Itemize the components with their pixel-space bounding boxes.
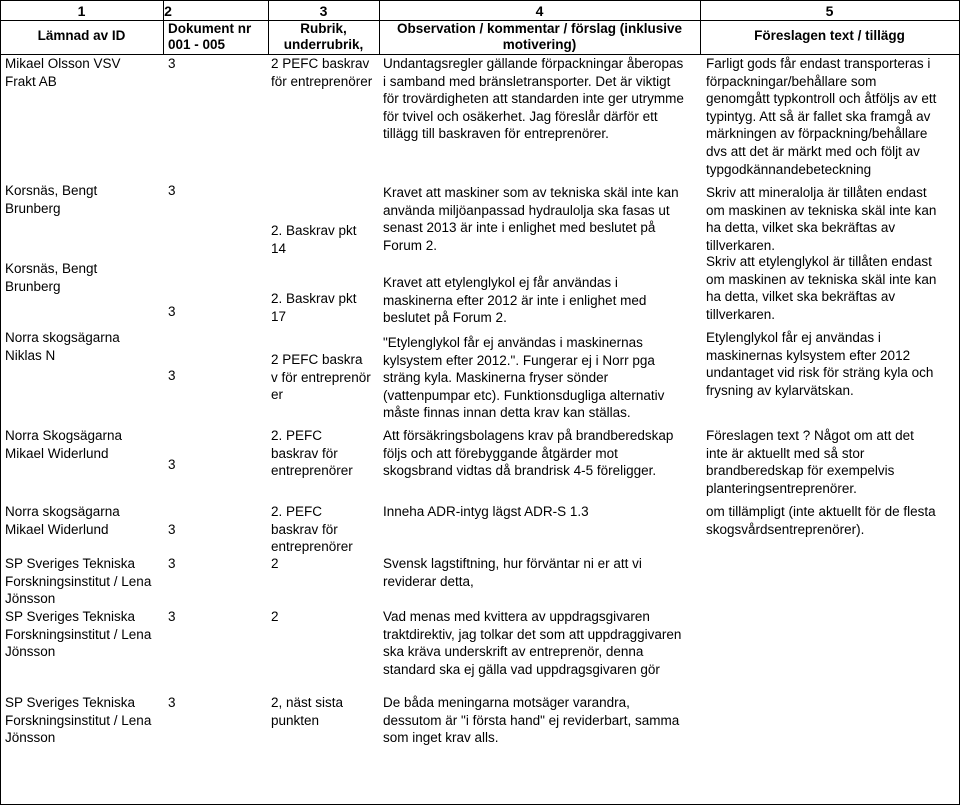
header-foreslagen-text: Föreslagen text / tillägg (754, 28, 905, 43)
cell-lamnad-av: SP Sveriges Tekniska Forskningsinstitut / Lena Jönsson (5, 695, 152, 746)
cell-rubrik: 2 PEFC baskrav för entreprenörer (271, 56, 373, 89)
cell-lamnad-av: Norra skogsägarna Mikael Widerlund (5, 504, 120, 537)
cell-lamnad-av: Mikael Olsson VSV Frakt AB (5, 56, 121, 89)
cell-observation: De båda meningarna motsäger varandra, dessutom är "i första hand" ej reviderbart, samma som inget krav alls. (383, 695, 680, 746)
cell-rubrik: 2, näst sista punkten (271, 695, 344, 728)
cell-foreslagen-text: Farligt gods får endast transporteras i förpackningar/behållare som genomgått typkontroll och åtföljs av ett typintyg. Att så är fallet ska framgå av märkningen av förpackning/behållare dvs att det är märkt med och följt av typgodkännandebeteckning (706, 56, 937, 177)
cell-dokument-nr: 3 (168, 457, 176, 472)
cell-foreslagen-text: Föreslagen text ? Något om att det inte är aktuellt med så stor brandberedskap för exempelvis planteringsentreprenörer. (706, 428, 914, 496)
cell-observation: Kravet att maskiner som av tekniska skäl inte kan använda miljöanpassad hydraulolja ska fasas ut senast 2013 är inte i enlighet med beslutet på Forum 2. (383, 185, 679, 253)
cell-observation: Svensk lagstiftning, hur förväntar ni er att vi reviderar detta, (383, 556, 642, 589)
cell-dokument-nr: 3 (168, 183, 176, 198)
header-rubrik: Rubrik, underrubrik, (283, 21, 364, 52)
table-border-left (0, 0, 1, 805)
cell-lamnad-av: Korsnäs, Bengt Brunberg (5, 183, 98, 216)
cell-rubrik: 2. Baskrav pkt 14 (271, 223, 357, 256)
cell-dokument-nr: 3 (168, 695, 176, 710)
header-lamnad-av: Lämnad av ID (37, 28, 126, 43)
cell-observation: Vad menas med kvittera av uppdragsgivaren traktdirektiv, jag tolkar det som att uppdraggivaren ska kräva underskrift av entreprenör, denna standard ska ej gälla vad uppdragsgivaren gör (383, 609, 682, 677)
cell-foreslagen-text: Skriv att etylenglykol är tillåten endast om maskinen av tekniska skäl inte kan ha detta, vilket ska bekräftas av tillverkaren. (706, 254, 937, 322)
cell-foreslagen-text: Etylenglykol får ej användas i maskinernas kylsystem efter 2012 undantaget vid risk för sträng kyla och frysning av kylarvätskan. (706, 330, 934, 398)
cell-observation: Undantagsregler gällande förpackningar åberopas i samband med bränsletransporter. Det är viktigt för trovärdigheten att standarden inte ger utrymme för tvivel och osäkerhet. Jag föreslår därför ett tillägg till baskraven för entreprenörer. (383, 56, 684, 142)
header-observation: Observation / kommentar / förslag (inklusive motivering) (396, 21, 683, 52)
cell-observation: Inneha ADR-intyg lägst ADR-S 1.3 (383, 504, 589, 519)
cell-observation: Att försäkringsbolagens krav på brandberedskap följs och att förebyggande åtgärder mot skogsbrand vidtas då brandrisk 4-5 föreligger. (383, 428, 674, 479)
cell-lamnad-av: SP Sveriges Tekniska Forskningsinstitut / Lena Jönsson (5, 609, 152, 660)
column-number: 3 (319, 3, 328, 19)
table-border-top (0, 0, 960, 1)
cell-foreslagen-text: Skriv att mineralolja är tillåten endast om maskinen av tekniska skäl inte kan ha detta, vilket ska bekräftas av tillverkaren. (706, 185, 937, 253)
cell-lamnad-av: Norra Skogsägarna Mikael Widerlund (5, 428, 123, 461)
cell-rubrik: 2. Baskrav pkt 17 (271, 291, 357, 324)
cell-dokument-nr: 3 (168, 556, 176, 571)
cell-dokument-nr: 3 (168, 304, 176, 319)
column-number: 4 (535, 3, 544, 19)
cell-foreslagen-text: om tillämpligt (inte aktuellt för de flesta skogsvårdsentreprenörer). (706, 504, 936, 537)
cell-observation: Kravet att etylenglykol ej får användas i maskinerna efter 2012 är inte i enlighet med beslutet på Forum 2. (383, 275, 647, 326)
cell-dokument-nr: 3 (168, 56, 176, 71)
cell-lamnad-av: Norra skogsägarna Niklas N (5, 330, 120, 363)
header-dokument-nr: Dokument nr 001 - 005 (168, 21, 252, 52)
cell-dokument-nr: 3 (168, 522, 176, 537)
cell-rubrik: 2 (271, 609, 279, 624)
cell-observation: "Etylenglykol får ej användas i maskinernas kylsystem efter 2012.". Fungerar ej i Norr pga sträng kyla. Maskinerna fryser sönder (vattenpumpar etc). Funktionsdugliga alternativ måste finnas innan detta krav kan ställas. (383, 335, 665, 421)
cell-dokument-nr: 3 (168, 609, 176, 624)
column-number: 1 (77, 3, 86, 19)
column-number: 2 (164, 3, 172, 19)
cell-rubrik: 2 PEFC baskra v för entreprenör er (271, 352, 371, 403)
cell-lamnad-av: Korsnäs, Bengt Brunberg (5, 261, 98, 294)
cell-lamnad-av: SP Sveriges Tekniska Forskningsinstitut / Lena Jönsson (5, 556, 152, 607)
column-number: 5 (825, 3, 834, 19)
cell-rubrik: 2 (271, 556, 279, 571)
cell-dokument-nr: 3 (168, 368, 176, 383)
cell-rubrik: 2. PEFC baskrav för entreprenörer (271, 504, 353, 555)
cell-rubrik: 2. PEFC baskrav för entreprenörer (271, 428, 353, 479)
